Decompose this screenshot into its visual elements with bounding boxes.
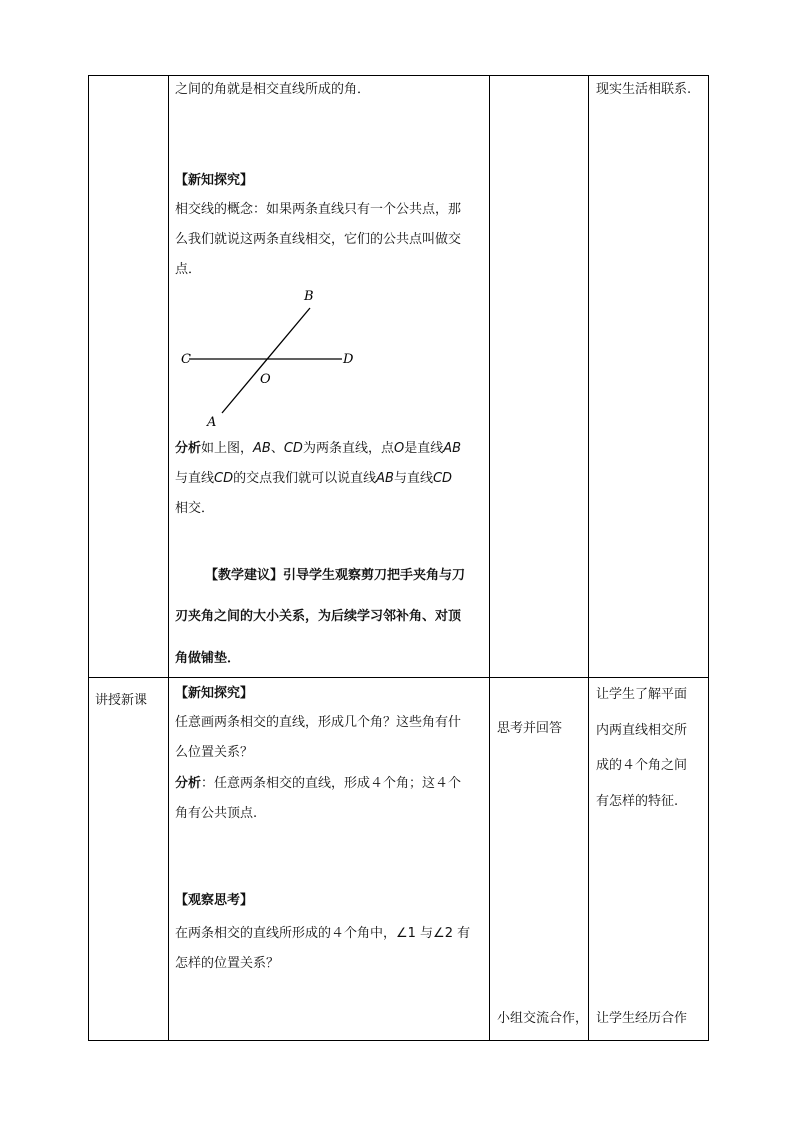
purpose-text: 成的４个角之间 [596, 758, 688, 773]
stage-cell [89, 678, 169, 1041]
stage-label: 讲授新课 [95, 693, 148, 708]
content-cell [169, 76, 490, 678]
section-heading: 【观察思考】 [175, 893, 254, 908]
purpose-cell [589, 678, 709, 1041]
intersecting-lines-figure [169, 286, 369, 431]
stage-cell [89, 76, 169, 678]
purpose-text: 让学生经历合作 [596, 1011, 688, 1026]
activity-cell [490, 678, 589, 1041]
activity-cell [490, 76, 589, 678]
purpose-cell [589, 76, 709, 678]
point-label-b: B [304, 289, 314, 304]
point-label-d: D [343, 352, 354, 367]
activity-text: 思考并回答 [497, 721, 563, 736]
point-label-o: O [260, 372, 271, 387]
analysis-line: 分析：任意两条相交的直线，形成４个角；这４个 [175, 776, 462, 791]
teaching-suggestion: 角做铺垫． [175, 651, 241, 666]
line-ab [222, 308, 310, 413]
analysis-line: 与直线CD的交点我们就可以说直线AB与直线CD [175, 471, 453, 486]
purpose-text: 有怎样的特征. [596, 794, 679, 809]
observe-text: 怎样的位置关系？ [175, 956, 280, 971]
question-text: 么位置关系？ [175, 745, 254, 760]
observe-text: 在两条相交的直线所形成的４个角中，∠1 与∠2 有 [175, 926, 471, 941]
table-row [89, 76, 709, 678]
purpose-text: 现实生活相联系. [596, 82, 692, 97]
teaching-suggestion: 【教学建议】引导学生观察剪刀把手夹角与刀 [205, 568, 466, 583]
table-row [89, 678, 709, 1041]
question-text: 任意画两条相交的直线，形成几个角？这些角有什 [175, 715, 462, 730]
concept-text: 点． [175, 262, 202, 277]
lesson-table [88, 75, 709, 1041]
concept-text: 么我们就说这两条直线相交，它们的公共点叫做交 [175, 232, 462, 247]
analysis-line: 角有公共顶点. [175, 806, 258, 821]
analysis-line: 相交． [175, 501, 215, 516]
activity-text: 小组交流合作， [497, 1011, 589, 1026]
teaching-suggestion: 刃夹角之间的大小关系，为后续学习邻补角、对顶 [175, 609, 462, 624]
point-label-a: A [207, 415, 217, 430]
analysis-line: 分析如上图，AB、CD为两条直线，点O是直线AB [175, 441, 462, 456]
content-cell [169, 678, 490, 1041]
section-heading: 【新知探究】 [175, 686, 254, 701]
intro-line: 之间的角就是相交直线所成的角． [175, 82, 371, 97]
section-heading: 【新知探究】 [175, 173, 254, 188]
concept-text: 相交线的概念：如果两条直线只有一个公共点，那 [175, 202, 462, 217]
point-label-c: C [181, 352, 191, 367]
purpose-text: 内两直线相交所 [596, 723, 688, 738]
purpose-text: 让学生了解平面 [596, 687, 688, 702]
